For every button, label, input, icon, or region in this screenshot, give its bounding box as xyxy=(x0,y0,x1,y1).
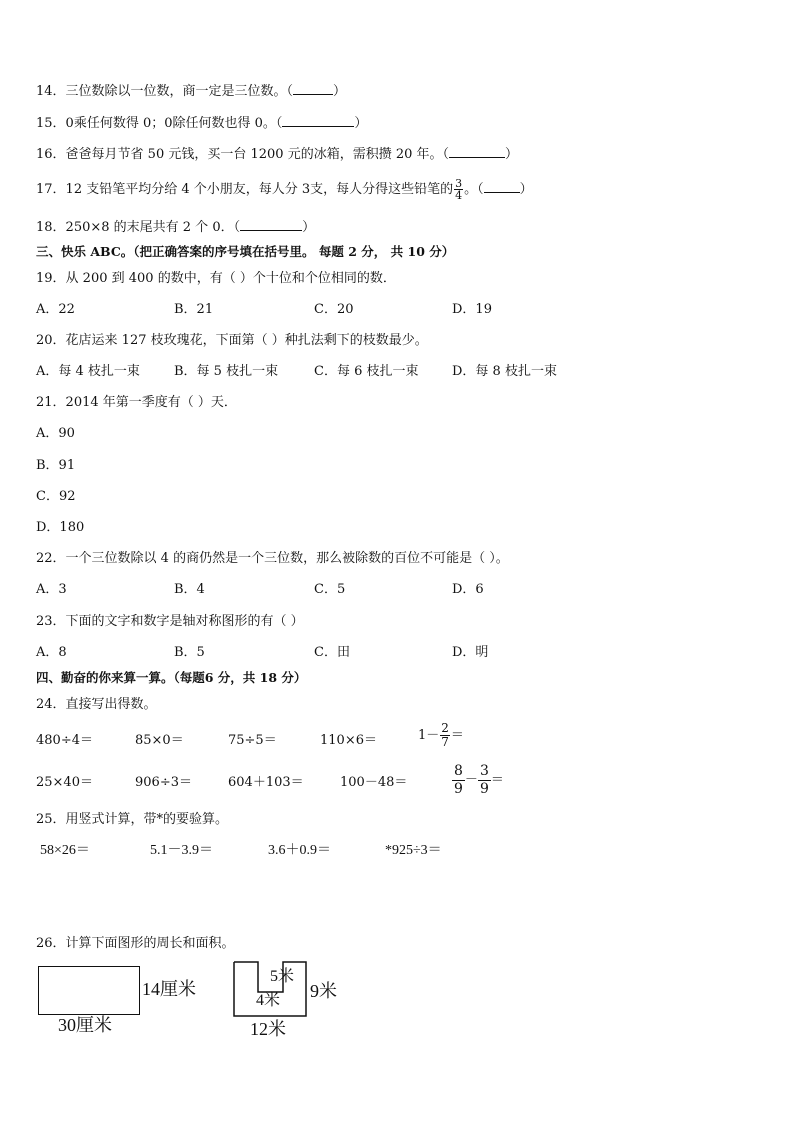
section-heading-4: 四、勤奋的你来算一算。（每题6 分，共 18 分） xyxy=(36,670,307,685)
calc-item: 5.1－3.9＝ xyxy=(150,843,213,858)
option-c[interactable]: C．5 xyxy=(314,582,346,597)
question-23: 23．下面的文字和数字是轴对称图形的有（ ） xyxy=(36,614,304,629)
calc-item: 85×0＝ xyxy=(135,733,184,748)
question-16: 16．爸爸每月节省 50 元钱，买一台 1200 元的冰箱，需积攒 20 年。（ ） xyxy=(36,147,519,162)
option-b[interactable]: B．91 xyxy=(36,458,76,473)
fraction: $\frac{3}{4}$ xyxy=(455,177,463,202)
rectangle-figure xyxy=(38,966,140,1015)
calc-item: 3.6＋0.9＝ xyxy=(268,843,331,858)
question-14: 14．三位数除以一位数，商一定是三位数。（ ） xyxy=(36,84,347,99)
option-a[interactable]: A．22 xyxy=(36,302,75,317)
option-c[interactable]: C．92 xyxy=(36,489,76,504)
calc-item: 110×6＝ xyxy=(320,733,377,748)
option-c[interactable]: C．田 xyxy=(314,645,350,660)
calc-item: *925÷3＝ xyxy=(385,843,442,858)
option-a[interactable]: A．90 xyxy=(36,426,75,441)
option-a[interactable]: A．3 xyxy=(36,582,67,597)
calc-item: 906÷3＝ xyxy=(135,775,192,790)
calc-item: 480÷4＝ xyxy=(36,733,93,748)
option-a[interactable]: A．每 4 枝扎一束 xyxy=(36,364,140,379)
answer-blank[interactable] xyxy=(282,114,354,127)
option-b[interactable]: B．4 xyxy=(174,582,205,597)
calc-item: 25×40＝ xyxy=(36,775,93,790)
option-d[interactable]: D．19 xyxy=(452,302,492,317)
answer-blank[interactable] xyxy=(240,218,302,231)
option-c[interactable]: C．每 6 枝扎一束 xyxy=(314,364,419,379)
question-26: 26．计算下面图形的周长和面积。 xyxy=(36,936,235,951)
answer-blank[interactable] xyxy=(293,82,333,95)
option-b[interactable]: B．每 5 枝扎一束 xyxy=(174,364,279,379)
question-20: 20．花店运来 127 枝玫瑰花，下面第（ ）种扎法剩下的枝数最少。 xyxy=(36,333,428,348)
question-22: 22．一个三位数除以 4 的商仍然是一个三位数，那么被除数的百位不可能是（ ）。 xyxy=(36,551,509,566)
option-d[interactable]: D．明 xyxy=(452,645,489,660)
calc-fraction-item: $\frac{8}{9}$ － $\frac{3}{9}$ ＝ xyxy=(454,763,504,797)
notch-figure-height-label: 9米 xyxy=(310,981,337,1001)
calc-item: 58×26＝ xyxy=(40,843,90,858)
section-heading-3: 三、快乐 ABC。（把正确答案的序号填在括号里。 每题 2 分， 共 10 分） xyxy=(36,244,455,259)
option-d[interactable]: D．每 8 枝扎一束 xyxy=(452,364,557,379)
question-19: 19．从 200 到 400 的数中，有（ ）个十位和个位相同的数． xyxy=(36,271,396,286)
question-18: 18．250×8 的末尾共有 2 个 0．（ ） xyxy=(36,220,316,235)
notch-figure-width-label: 12米 xyxy=(250,1019,286,1039)
option-a[interactable]: A．8 xyxy=(36,645,67,660)
option-b[interactable]: B．5 xyxy=(174,645,205,660)
question-25: 25．用竖式计算，带*的要验算。 xyxy=(36,812,229,827)
option-c[interactable]: C．20 xyxy=(314,302,354,317)
question-24: 24．直接写出得数。 xyxy=(36,697,157,712)
answer-blank[interactable] xyxy=(449,145,505,158)
question-15: 15．0乘任何数得 0；0除任何数也得 0。（ ） xyxy=(36,116,368,131)
rect-width-label: 30厘米 xyxy=(58,1015,112,1035)
answer-blank[interactable] xyxy=(484,180,520,193)
question-21: 21．2014 年第一季度有（ ）天． xyxy=(36,395,237,410)
calc-item: 604＋103＝ xyxy=(228,775,304,790)
calc-item: 75÷5＝ xyxy=(228,733,277,748)
calc-fraction-item: 1－ $\frac{2}{7}$ ＝ xyxy=(418,721,464,749)
notch-width-label: 4米 xyxy=(256,992,281,1009)
notch-height-label: 5米 xyxy=(270,968,295,985)
option-d[interactable]: D．6 xyxy=(452,582,484,597)
question-17: 17．12 支铅笔平均分给 4 个小朋友，每人分 3支，每人分得这些铅笔的 $\frac{3}{4}$ 。（ ） xyxy=(36,177,533,202)
option-d[interactable]: D．180 xyxy=(36,520,85,535)
rect-height-label: 14厘米 xyxy=(142,979,196,999)
option-b[interactable]: B．21 xyxy=(174,302,214,317)
calc-item: 100－48＝ xyxy=(340,775,408,790)
